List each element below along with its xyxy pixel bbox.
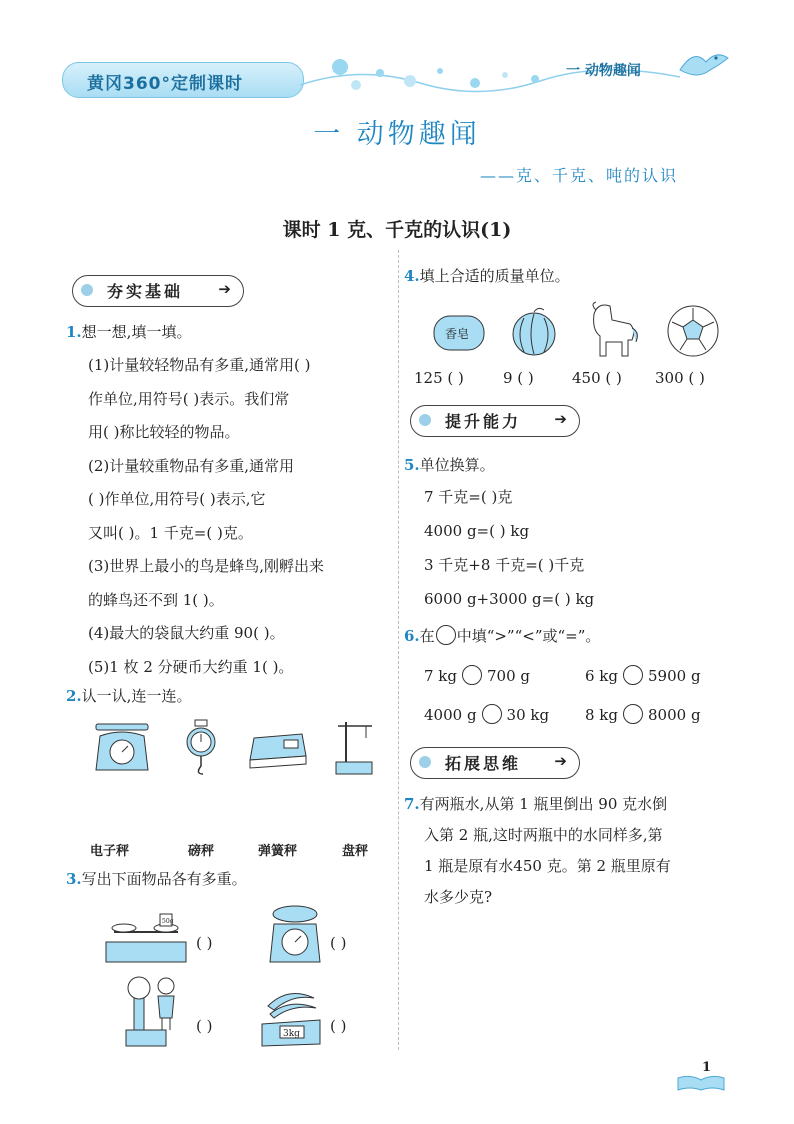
soap-label: 香皂	[445, 327, 470, 341]
q2-number: 2.	[66, 687, 82, 705]
q7-line: 1 瓶是原有水450 克。第 2 瓶里原有	[424, 857, 671, 875]
q4-text: 填上合适的质量单位。	[419, 267, 570, 285]
scale-label: 盘秤	[342, 844, 369, 859]
bird-icon	[676, 44, 730, 84]
q5-line: 7 千克=( )克	[424, 488, 513, 506]
arrow-icon: ➔	[218, 280, 231, 298]
q1-line: (1)计量较轻物品有多重,通常用( )	[88, 356, 311, 374]
football-icon	[666, 304, 720, 358]
q4-item: 125 ( )	[414, 369, 464, 387]
q1-line: (2)计量较重物品有多重,通常用	[88, 456, 295, 475]
balance-with-items-icon	[104, 906, 188, 966]
q6-right: 30 kg	[506, 706, 550, 724]
q6-pair	[424, 704, 549, 725]
page-number: 1	[702, 1060, 712, 1075]
weight-readout: 3kg	[283, 1029, 300, 1039]
q4-stem	[404, 266, 570, 286]
page-subtitle: ——克、千克、吨的认识	[480, 166, 679, 185]
q7-line: 有两瓶水,从第 1 瓶里倒出 90 克水倒	[419, 795, 668, 813]
electronic-scale-icon	[248, 730, 308, 770]
person-on-scale-icon	[120, 974, 184, 1050]
compare-circle-icon[interactable]	[482, 704, 502, 724]
compare-circle-icon[interactable]	[623, 665, 643, 685]
column-divider	[398, 250, 399, 1050]
q1-stem	[66, 322, 191, 342]
q6-pair	[424, 665, 530, 686]
bullet-dot-icon	[81, 284, 93, 296]
q7-line: 入第 2 瓶,这时两瓶中的水同样多,第	[424, 826, 663, 844]
platform-balance-icon	[332, 716, 376, 780]
arrow-icon: ➔	[554, 410, 567, 428]
kitchen-scale-icon	[268, 902, 322, 966]
bullet-dot-icon	[419, 756, 431, 768]
q1-body	[88, 355, 324, 690]
platform-scale-icon	[92, 722, 152, 774]
header-brand-pill	[62, 62, 304, 98]
q7-number: 7.	[404, 795, 420, 813]
q6-right: 700 g	[487, 667, 531, 685]
arrow-icon: ➔	[554, 752, 567, 770]
q4-item: 300 ( )	[655, 369, 705, 387]
banana-scale-icon	[258, 986, 324, 1048]
q7-line: 水多少克?	[424, 888, 493, 906]
q6-right: 8000 g	[648, 706, 701, 724]
q5-line: 3 千克+8 千克=( )千克	[424, 556, 585, 574]
section-label: 夯实基础	[107, 282, 184, 301]
q6-left: 8 kg	[585, 706, 619, 724]
q6-stem	[404, 625, 600, 646]
q1-line: (5)1 枚 2 分硬币大约重 1( )。	[88, 657, 294, 676]
q3-blank: ( )	[330, 1017, 347, 1035]
q1-line: (3)世界上最小的鸟是蜂鸟,刚孵出来	[88, 557, 325, 575]
q6-text-b: 中填“>”“<”或“=”。	[456, 627, 601, 645]
q6-number: 6.	[404, 627, 420, 645]
q1-text: 想一想,填一填。	[81, 323, 192, 341]
q7	[404, 794, 671, 918]
q3-blank: ( )	[196, 934, 213, 952]
section-improve	[410, 405, 580, 437]
compare-circle-icon[interactable]	[623, 704, 643, 724]
q3-blank: ( )	[196, 1017, 213, 1035]
q3-stem	[66, 869, 247, 889]
soap-icon	[432, 312, 486, 354]
q6-text-a: 在	[419, 627, 435, 645]
scale-label: 磅秤	[188, 844, 215, 859]
scale-label: 电子秤	[90, 844, 130, 859]
q2-stem	[66, 686, 191, 706]
bullet-dot-icon	[419, 414, 431, 426]
book-icon	[676, 1074, 726, 1092]
q1-number: 1.	[66, 323, 82, 341]
q6-pair	[585, 704, 701, 725]
q5-stem	[404, 455, 495, 475]
section-label: 拓展思维	[445, 754, 522, 773]
q1-line: 用( )称比较轻的物品。	[88, 423, 240, 441]
q2-text: 认一认,连一连。	[81, 687, 192, 705]
q3-blank: ( )	[330, 934, 347, 952]
q5-number: 5.	[404, 456, 420, 474]
q1-line: 又叫( )。1 千克=( )克。	[88, 523, 253, 542]
q3-text: 写出下面物品各有多重。	[81, 870, 247, 888]
q4-item: 450 ( )	[572, 369, 622, 387]
header-unit: 一 动物趣闻	[566, 63, 641, 79]
lesson-title: 课时 1 克、千克的认识(1)	[282, 219, 512, 241]
compare-circle-icon	[436, 625, 456, 645]
q6-left: 4000 g	[424, 706, 477, 724]
q1-line: 的蜂鸟还不到 1( )。	[88, 590, 224, 609]
q5-text: 单位换算。	[419, 456, 495, 474]
compare-circle-icon[interactable]	[462, 665, 482, 685]
section-extend	[410, 747, 580, 779]
q5-line: 6000 g+3000 g=( ) kg	[424, 590, 595, 608]
header-brand: 黄冈360°定制课时	[87, 74, 243, 94]
q1-line: 作单位,用符号( )表示。我们常	[88, 389, 290, 408]
q4-item: 9 ( )	[503, 369, 534, 387]
page-title: 一 动物趣闻	[313, 119, 481, 150]
scale-label: 弹簧秤	[258, 844, 298, 859]
q6-left: 6 kg	[585, 667, 619, 685]
q3-number: 3.	[66, 870, 82, 888]
section-basics	[72, 275, 244, 307]
section-label: 提升能力	[445, 412, 522, 431]
q6-left: 7 kg	[424, 667, 458, 685]
spring-scale-icon	[184, 718, 218, 778]
q6-pair	[585, 665, 701, 686]
coin-label: 50g	[162, 918, 174, 925]
watermelon-icon	[510, 306, 558, 358]
q1-line: ( )作单位,用符号( )表示,它	[88, 490, 266, 508]
q4-number: 4.	[404, 267, 420, 285]
pony-icon	[584, 300, 640, 360]
q5-body	[424, 487, 594, 623]
q1-line: (4)最大的袋鼠大约重 90( )。	[88, 624, 285, 642]
q6-right: 5900 g	[648, 667, 701, 685]
q5-line: 4000 g=( ) kg	[424, 522, 530, 540]
